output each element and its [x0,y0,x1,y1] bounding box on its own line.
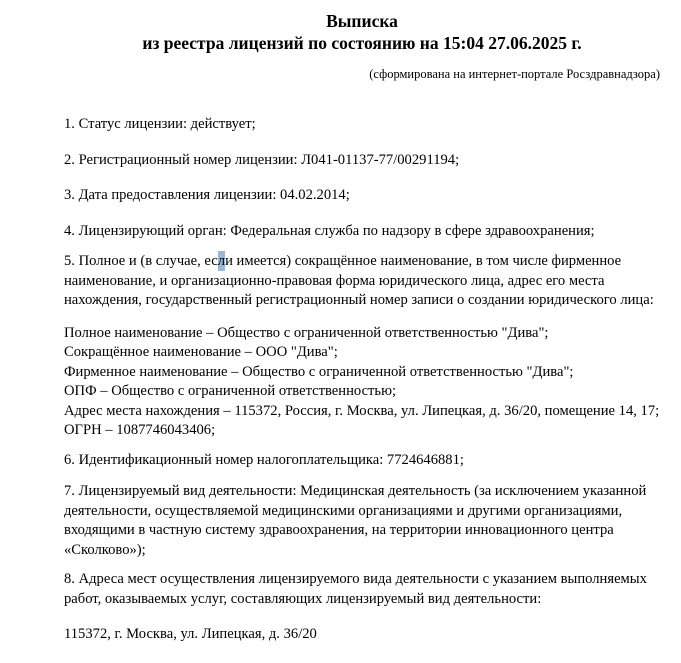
document-title [64,10,660,54]
field-registration-number: 2. Регистрационный номер лицензии: Л041-01137-77/00291194; [64,151,460,168]
field-taxpayer-number: 6. Идентификационный номер налогоплательщика: 7724646881; [64,451,464,468]
field-activity-address: 115372, г. Москва, ул. Липецкая, д. 36/20 [64,626,317,642]
field-license-status: 1. Статус лицензии: действует; [64,116,256,132]
org-ogrn: ОГРН – 1087746043406; [64,422,216,438]
field-activity-addresses-heading: 8. Адреса мест осуществления лицензируемого вида деятельности с указанием выполняемых работ, оказываемых услуг, составляющих лицензируемый вид деятельности: [64,571,647,607]
org-details-block [64,324,660,441]
names-heading-text-before-selection: 5. Полное и (в случае, ес [64,253,218,269]
field-licensed-activity: 7. Лицензируемый вид деятельности: Медицинская деятельность (за исключением указанной деятельности, осуществляемой медицинскими организациями и другими организациями, входящими в частную систему здравоохранения, на территории инновационного центра «Сколково»); [64,483,647,558]
title-line2: из реестра лицензий по состоянию на 15:04 27.06.2025 г. [142,33,582,53]
org-brand-name: Фирменное наименование – Общество с ограниченной ответственностью "Дива"; [64,363,574,380]
names-heading-text-after-selection: и имеется) сокращённое наименование, в том числе фирменное наименование, и организационно-правовая форма юридического лица, адрес его места нахождения, государственный регистрационный номер записи о создании юридического лица: [64,253,654,308]
org-address: Адрес места нахождения – 115372, Россия, г. Москва, ул. Липецкая, д. 36/20, помещение 14, 17; [64,402,660,419]
field-grant-date: 3. Дата предоставления лицензии: 04.02.2014; [64,187,350,203]
document-subtitle: (сформирована на интернет-портале Росздравнадзора) [369,67,660,81]
org-full-name: Полное наименование – Общество с ограниченной ответственностью "Дива"; [64,324,549,341]
org-short-name: Сокращённое наименование – ООО "Дива"; [64,344,338,360]
field-licensing-authority: 4. Лицензирующий орган: Федеральная служба по надзору в сфере здравоохранения; [64,222,595,239]
org-legal-form: ОПФ – Общество с ограниченной ответственностью; [64,383,397,399]
names-heading-selected-text: л [217,253,226,269]
title-line1: Выписка [326,11,398,31]
field-names-heading [64,252,660,311]
